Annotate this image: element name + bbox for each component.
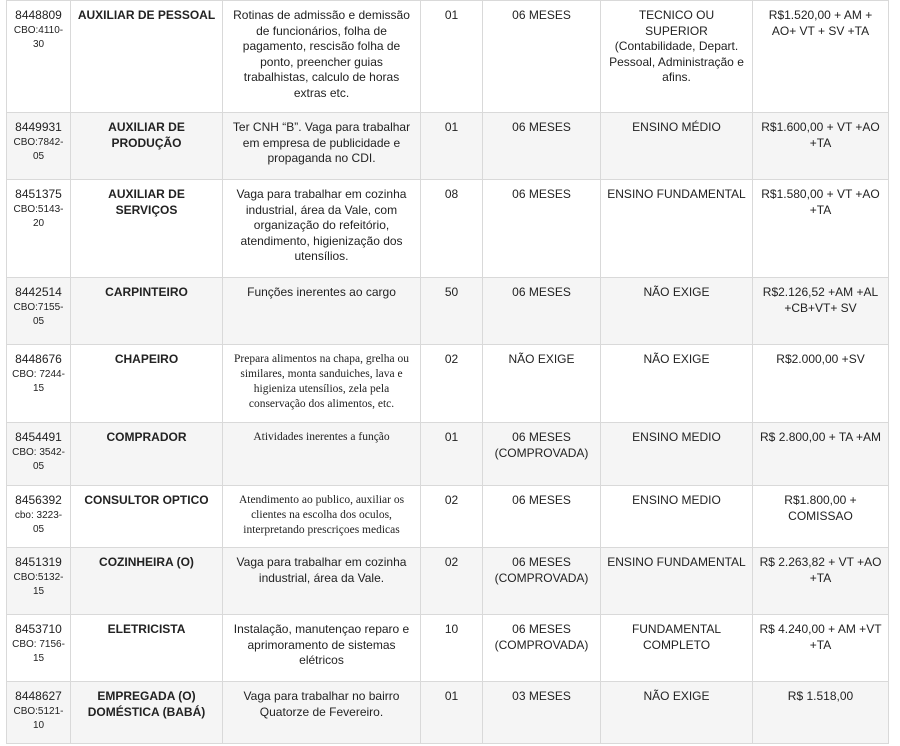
salary-benefits: R$ 2.263,82 + VT +AO +TA [753, 548, 889, 615]
job-title: COZINHEIRA (O) [71, 548, 223, 615]
job-title: CHAPEIRO [71, 345, 223, 423]
education-requirement: TECNICO OU SUPERIOR (Contabilidade, Depart. Pessoal, Administração e afins. [601, 1, 753, 113]
education-requirement: NÃO EXIGE [601, 345, 753, 423]
vacancy-code: 8448809 [15, 8, 62, 22]
job-description: Atendimento ao publico, auxiliar os clientes na escolha dos oculos, interpretando prescriçoes medicas [223, 486, 421, 548]
vacancy-count: 01 [421, 682, 483, 744]
vacancy-code: 8456392 [15, 493, 62, 507]
table-row [7, 486, 889, 548]
job-title: COMPRADOR [71, 423, 223, 486]
salary-benefits: R$ 4.240,00 + AM +VT +TA [753, 615, 889, 682]
education-requirement: ENSINO FUNDAMENTAL [601, 180, 753, 278]
experience-requirement: 06 MESES [483, 1, 601, 113]
table-row [7, 615, 889, 682]
experience-requirement: 06 MESES (COMPROVADA) [483, 423, 601, 486]
vacancy-code-cell [7, 486, 71, 548]
cbo-code: CBO:5132-15 [13, 571, 64, 597]
job-description: Prepara alimentos na chapa, grelha ou similares, monta sanduiches, lava e higieniza utensílios, zela pela conservação dos alimentos, etc. [223, 345, 421, 423]
vacancy-count: 02 [421, 345, 483, 423]
cbo-code: cbo: 3223-05 [14, 509, 63, 535]
vacancy-code-cell [7, 682, 71, 744]
vacancy-code-cell [7, 423, 71, 486]
education-requirement: FUNDAMENTAL COMPLETO [601, 615, 753, 682]
vacancy-code-cell [7, 1, 71, 113]
salary-benefits: R$1.600,00 + VT +AO +TA [753, 113, 889, 180]
vacancy-code-cell [7, 278, 71, 345]
salary-benefits: R$2.126,52 +AM +AL +CB+VT+ SV [753, 278, 889, 345]
job-title: CONSULTOR OPTICO [71, 486, 223, 548]
job-description: Vaga para trabalhar no bairro Quatorze de Fevereiro. [223, 682, 421, 744]
vacancy-count: 08 [421, 180, 483, 278]
table-row [7, 548, 889, 615]
vacancy-code-cell [7, 113, 71, 180]
vacancy-code: 8442514 [15, 285, 62, 299]
job-description: Vaga para trabalhar em cozinha industrial, área da Vale. [223, 548, 421, 615]
salary-benefits: R$1.800,00 + COMISSAO [753, 486, 889, 548]
table-row [7, 423, 889, 486]
table-row [7, 682, 889, 744]
cbo-code: CBO:7842-05 [13, 136, 64, 162]
cbo-code: CBO:5143-20 [13, 203, 64, 229]
vacancy-code-cell [7, 180, 71, 278]
vacancy-count: 02 [421, 486, 483, 548]
salary-benefits: R$1.520,00 + AM + AO+ VT + SV +TA [753, 1, 889, 113]
vacancy-code: 8453710 [15, 622, 62, 636]
experience-requirement: 06 MESES [483, 278, 601, 345]
job-description: Rotinas de admissão e demissão de funcionários, folha de pagamento, rescisão folha de ponto, preencher guias trabalhistas, calculo de horas extras etc. [223, 1, 421, 113]
salary-benefits: R$ 1.518,00 [753, 682, 889, 744]
vacancy-count: 10 [421, 615, 483, 682]
table-row [7, 1, 889, 113]
education-requirement: ENSINO MEDIO [601, 423, 753, 486]
vacancy-code-cell [7, 615, 71, 682]
cbo-code: CBO:7155-05 [13, 301, 64, 327]
education-requirement: ENSINO MEDIO [601, 486, 753, 548]
vacancy-count: 01 [421, 113, 483, 180]
table-row [7, 113, 889, 180]
vacancy-code: 8451375 [15, 187, 62, 201]
job-description: Funções inerentes ao cargo [223, 278, 421, 345]
job-title: AUXILIAR DE PRODUÇÃO [71, 113, 223, 180]
job-description: Atividades inerentes a função [223, 423, 421, 486]
vacancy-code: 8448676 [15, 352, 62, 366]
experience-requirement: NÃO EXIGE [483, 345, 601, 423]
education-requirement: ENSINO FUNDAMENTAL [601, 548, 753, 615]
job-vacancies-table [6, 0, 889, 744]
cbo-code: CBO: 7244-15 [12, 368, 65, 394]
job-description: Ter CNH “B”. Vaga para trabalhar em empresa de publicidade e propaganda no CDI. [223, 113, 421, 180]
job-title: AUXILIAR DE PESSOAL [71, 1, 223, 113]
salary-benefits: R$1.580,00 + VT +AO +TA [753, 180, 889, 278]
vacancy-count: 02 [421, 548, 483, 615]
vacancy-count: 01 [421, 1, 483, 113]
table-row [7, 180, 889, 278]
experience-requirement: 03 MESES [483, 682, 601, 744]
education-requirement: NÃO EXIGE [601, 278, 753, 345]
job-title: AUXILIAR DE SERVIÇOS [71, 180, 223, 278]
job-description: Instalação, manutençao reparo e aprimoramento de sistemas elétricos [223, 615, 421, 682]
experience-requirement: 06 MESES [483, 180, 601, 278]
vacancy-code: 8449931 [15, 120, 62, 134]
cbo-code: CBO:4110-30 [13, 24, 64, 50]
experience-requirement: 06 MESES (COMPROVADA) [483, 548, 601, 615]
table-row [7, 278, 889, 345]
vacancy-code: 8451319 [15, 555, 62, 569]
education-requirement: NÃO EXIGE [601, 682, 753, 744]
table-row [7, 345, 889, 423]
cbo-code: CBO:5121-10 [13, 705, 64, 731]
vacancy-code: 8448627 [15, 689, 62, 703]
experience-requirement: 06 MESES (COMPROVADA) [483, 615, 601, 682]
job-description: Vaga para trabalhar em cozinha industrial, área da Vale, com organização do refeitório, atendimento, higienização dos utensílios. [223, 180, 421, 278]
job-title: ELETRICISTA [71, 615, 223, 682]
job-title: EMPREGADA (O) DOMÉSTICA (BABÁ) [71, 682, 223, 744]
vacancy-code-cell [7, 345, 71, 423]
job-title: CARPINTEIRO [71, 278, 223, 345]
cbo-code: CBO: 3542-05 [12, 446, 65, 472]
education-requirement: ENSINO MÉDIO [601, 113, 753, 180]
salary-benefits: R$ 2.800,00 + TA +AM [753, 423, 889, 486]
vacancy-count: 50 [421, 278, 483, 345]
salary-benefits: R$2.000,00 +SV [753, 345, 889, 423]
vacancy-code: 8454491 [15, 430, 62, 444]
cbo-code: CBO: 7156-15 [12, 638, 65, 664]
vacancy-code-cell [7, 548, 71, 615]
experience-requirement: 06 MESES [483, 113, 601, 180]
experience-requirement: 06 MESES [483, 486, 601, 548]
vacancy-count: 01 [421, 423, 483, 486]
